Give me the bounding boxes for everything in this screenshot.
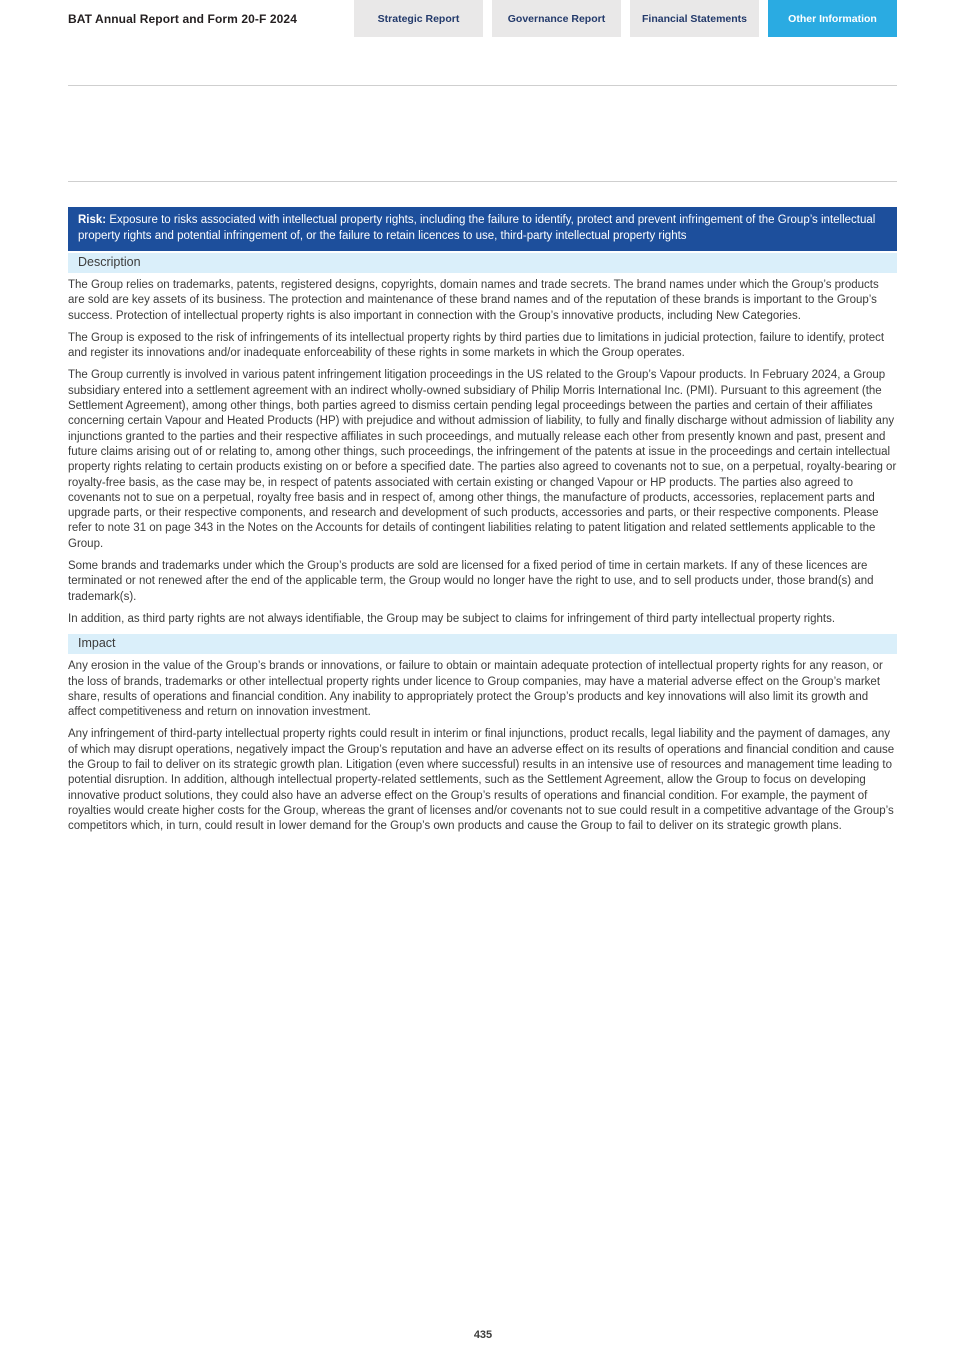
- section-impact: [68, 634, 897, 834]
- tab-governance-report[interactable]: Governance Report: [492, 0, 621, 37]
- report-title: BAT Annual Report and Form 20-F 2024: [68, 11, 297, 26]
- section-heading-description: Description: [68, 253, 897, 273]
- section-heading-impact: Impact: [68, 634, 897, 654]
- page-number: 435: [473, 1329, 493, 1341]
- risk-label: Risk:: [78, 214, 107, 226]
- paragraph: The Group currently is involved in various patent infringement litigation proceedings in the US related to the Group’s Vapour products. In February 2024, a Group subsidiary entered into a settlement agreement with an indirect wholly-owned subsidiary of Philip Morris International Inc. (PMI). Pursuant to this agreement (the Settlement Agreement), among other things, both parties agreed to dismiss certain pending legal proceedings between the parties and certain of their affiliates concerning certain Vapour and Heated Products (HP) with prejudice and without admission of liability, to fully and finally discharge without admission of liability any injunctions granted to the parties and their respective affiliates in such proceedings, and mutually release each other from presently known and past, present and future claims arising out of or relating to, among other things, such proceedings, the infringement of the patents at issue in the proceedings and certain intellectual property rights relating to certain products existing on or before a specified date. The parties also agreed to covenants not to sue, on a perpetual, royalty-bearing or royalty-free basis, as the case may be, in respect of patents associated with certain existing or changed Vapour or HP products. The parties also agreed to covenants not to sue on a perpetual, royalty free basis and in respect of, among other things, the manufacture of products, accessories, replacement parts and upgrade parts, or their respective components, and research and development of such products, accessories and parts, or their respective components. Please refer to note 31 on page 343 in the Notes on the Accounts for details of contingent liabilities relating to patent litigation and related settlements applicable to the Group.: [68, 369, 897, 550]
- header-divider: [68, 85, 897, 86]
- paragraph: Any infringement of third-party intellectual property rights could result in interim or final injunctions, product recalls, legal liability and the payment of damages, any of which may disrupt operations, negatively impact the Group’s reputation and have an adverse effect on its results of operations and financial condition and cause the Group to fail to deliver on its strategic growth plan. Litigation (even where successful) results in an intensive use of resources and management time leading to potential disruption. In addition, although intellectual property-related settlements, such as the Settlement Agreement, allow the Group to focus on developing innovative product solutions, they could also have an adverse effect on the Group’s results of operations and financial condition. For example, the payment of royalties would create higher costs for the Group, whereas the grant of licenses and/or covenants not to sue could result in a competitive advantage of the Group’s competitors which, in turn, could result in lower demand for the Group’s own products and cause the Group to fail to deliver on its strategic growth plans.: [68, 728, 895, 833]
- header-tabs: [354, 0, 897, 37]
- risk-banner: [68, 207, 897, 251]
- page-content: [68, 207, 897, 842]
- paragraph: In addition, as third party rights are not always identifiable, the Group may be subject to claims for infringement of third party intellectual property rights.: [68, 612, 836, 625]
- paragraph: Any erosion in the value of the Group’s brands or innovations, or failure to obtain or maintain adequate protection of intellectual property rights for any reason, or the loss of brands, trademarks or other intellectual property rights under licence to Group companies, may have a material adverse effect on the Group’s market share, results of operations and financial condition. Any inability to appropriately protect the Group’s products and key innovations will also limit its growth and affect competitiveness and return on innovation investment.: [68, 660, 883, 719]
- tab-strategic-report[interactable]: Strategic Report: [354, 0, 483, 37]
- page-footer: [0, 1329, 966, 1341]
- content-divider: [68, 181, 897, 182]
- section-description: [68, 253, 897, 627]
- paragraph: The Group relies on trademarks, patents, registered designs, copyrights, domain names and trade secrets. The brand names under which the Group’s products are sold are key assets of its business. The protection and maintenance of these brand names and of the reputation of these brands is important to the Group’s success. Protection of intellectual property rights is also important in connection with the Group’s innovative products, including New Categories.: [68, 279, 879, 322]
- page-header: [0, 0, 966, 37]
- paragraph: Some brands and trademarks under which the Group’s products are sold are licensed for a fixed period of time in certain markets. If any of these licences are terminated or not renewed after the end of the applicable term, the Group would no longer have the right to use, and to sell products under, those brand(s) and trademark(s).: [68, 560, 874, 603]
- tab-financial-statements[interactable]: Financial Statements: [630, 0, 759, 37]
- paragraph: The Group is exposed to the risk of infringements of its intellectual property rights by third parties due to limitations in judicial protection, failure to identify, protect and register its innovations and/or inadequate enforceability of these rights in some markets in which the Group operates.: [68, 331, 885, 360]
- risk-text: Exposure to risks associated with intellectual property rights, including the failure to identify, protect and prevent infringement of the Group’s intellectual property rights and potential infringement of, or the failure to retain licences to use, third-party intellectual property rights: [78, 214, 876, 242]
- tab-other-information[interactable]: Other Information: [768, 0, 897, 37]
